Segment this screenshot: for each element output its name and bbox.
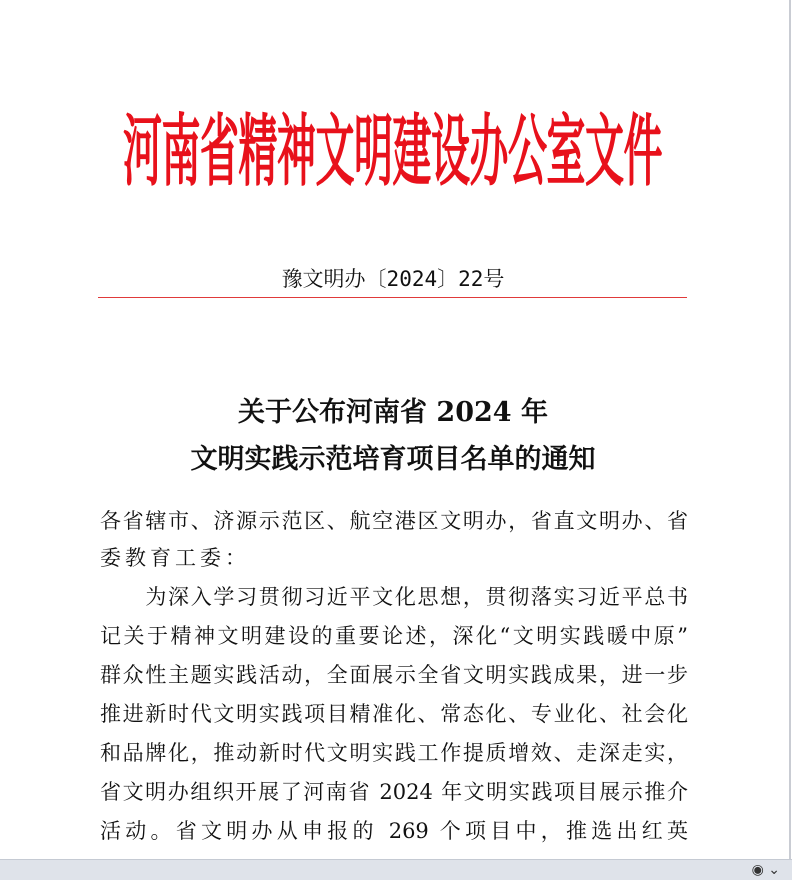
body-line: 群众性主题实践活动，全面展示全省文明实践成果，进一步 [100, 663, 688, 687]
red-divider [98, 297, 687, 298]
title-line-1: 关于公布河南省 2024 年 [238, 397, 548, 428]
body-line: 和品牌化，推动新时代文明实践工作提质增效、走深走实， [100, 741, 688, 765]
body-line: 委教育工委： [100, 546, 250, 570]
body-line: 为深入学习贯彻习近平文化思想，贯彻落实习近平总书 [100, 585, 688, 609]
title-line-2: 文明实践示范培育项目名单的通知 [190, 444, 596, 475]
eye-icon: ◉ [751, 862, 764, 878]
issuer-red-header: 河南省精神文明建设办公室文件 [122, 108, 662, 198]
body-line: 活动。省文明办从申报的 269 个项目中，推选出红英 [100, 819, 688, 843]
status-bar [0, 859, 792, 880]
body-line: 推进新时代文明实践项目精准化、常态化、专业化、社会化 [100, 702, 688, 726]
view-mode-button[interactable] [752, 862, 780, 878]
document-number: 豫文明办〔2024〕22号 [281, 267, 505, 291]
chevron-down-icon: ⌄ [768, 862, 780, 878]
body-line: 各省辖市、济源示范区、航空港区文明办，省直文明办、省 [100, 509, 688, 533]
body-line: 省文明办组织开展了河南省 2024 年文明实践项目展示推介 [100, 780, 688, 804]
body-line: 记关于精神文明建设的重要论述，深化“文明实践暖中原” [100, 624, 688, 648]
